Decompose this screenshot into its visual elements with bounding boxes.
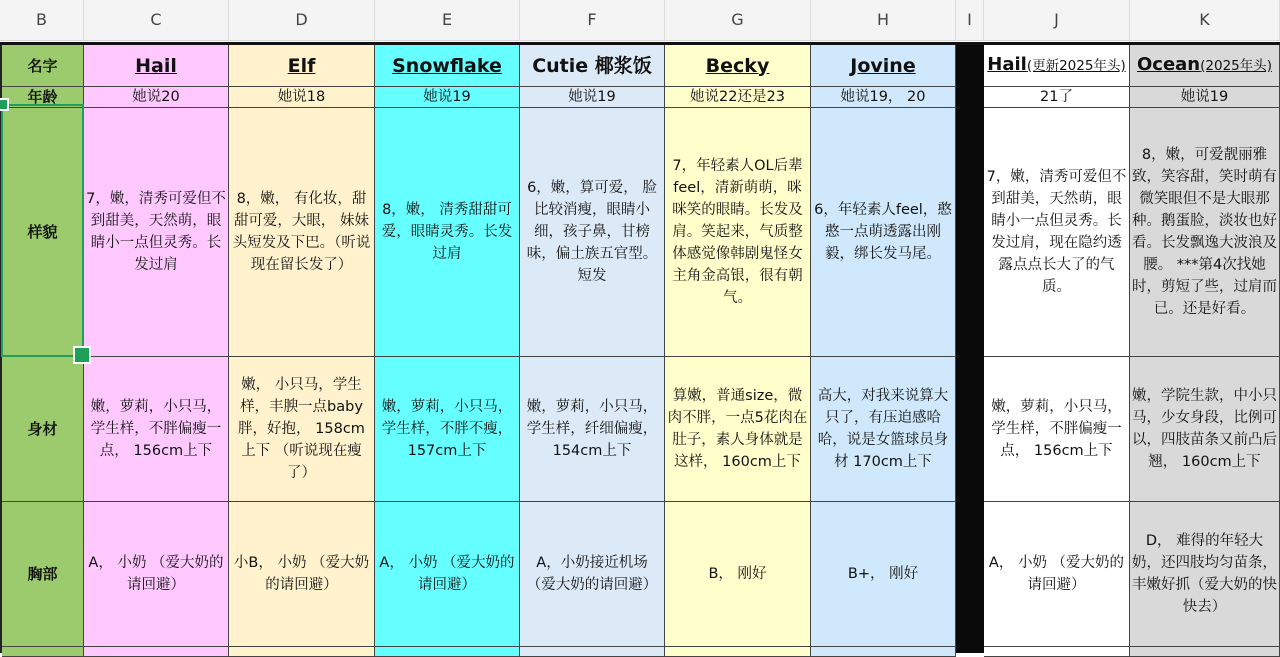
row-label-next[interactable] (2, 647, 84, 657)
age-cell-elf[interactable]: 她说18 (229, 87, 375, 108)
body-cell-jovine[interactable]: 高大，对我来说算大只了，有压迫感哈哈，说是女篮球员身材 170cm上下 (811, 357, 956, 502)
next-cell-jovine[interactable] (811, 647, 956, 657)
next-cell-hail-2025[interactable] (984, 647, 1130, 657)
chest-cell-jovine[interactable]: B+， 刚好 (811, 502, 956, 647)
looks-cell-jovine[interactable]: 6，年轻素人feel，憨憨一点萌透露出刚毅，绑长发马尾。 (811, 108, 956, 357)
looks-cell-snowflake[interactable]: 8，嫩， 清秀甜甜可爱，眼睛灵秀。长发过肩 (375, 108, 520, 357)
chest-cell-becky[interactable]: B， 刚好 (665, 502, 811, 647)
next-cell-ocean[interactable] (1130, 647, 1280, 657)
age-cell-jovine[interactable]: 她说19， 20 (811, 87, 956, 108)
row-label-looks[interactable]: 样貌 (2, 108, 84, 357)
name-cell-ocean[interactable] (1130, 45, 1280, 87)
body-cell-hail-2025[interactable]: 嫩，萝莉，小只马，学生样，不胖偏瘦一点， 156cm上下 (984, 357, 1130, 502)
chest-cell-elf[interactable]: 小B， 小奶 （爱大奶的请回避） (229, 502, 375, 647)
name-cell-hail-2025[interactable] (984, 45, 1130, 87)
age-cell-hail-2025[interactable]: 21了 (984, 87, 1130, 108)
row-label-age[interactable]: 年龄 (2, 87, 84, 108)
chest-cell-hail-2025[interactable]: A， 小奶 （爱大奶的请回避） (984, 502, 1130, 647)
column-header-c[interactable]: C (84, 0, 229, 40)
name-cell-jovine[interactable]: Jovine (811, 45, 956, 87)
column-header-j[interactable]: J (984, 0, 1130, 40)
body-cell-elf[interactable]: 嫩， 小只马，学生样，丰腴一点baby胖，好抱， 158cm上下 （听说现在瘦了） (229, 357, 375, 502)
looks-cell-becky[interactable]: 7，年轻素人OL后辈feel，清新萌萌，咪咪笑的眼睛。长发及肩。笑起来，气质整体感觉像韩剧鬼怪女主角金高银，很有朝气。 (665, 108, 811, 357)
name-cell-elf[interactable]: Elf (229, 45, 375, 87)
body-cell-becky[interactable]: 算嫩，普通size，微肉不胖，一点5花肉在肚子，素人身体就是这样， 160cm上下 (665, 357, 811, 502)
body-cell-snowflake[interactable]: 嫩，萝莉，小只马，学生样，不胖不瘦，157cm上下 (375, 357, 520, 502)
column-header-f[interactable]: F (520, 0, 665, 40)
name-cell-hail[interactable]: Hail (84, 45, 229, 87)
name-cell-cutie[interactable]: Cutie 椰浆饭 (520, 45, 665, 87)
next-cell-snowflake[interactable] (375, 647, 520, 657)
chest-cell-ocean[interactable]: D， 难得的年轻大奶，还四肢均匀苗条，丰嫩好抓（爱大奶的快快去） (1130, 502, 1280, 647)
column-header-b[interactable]: B (0, 0, 84, 40)
column-header-i[interactable]: I (956, 0, 984, 40)
column-header-g[interactable]: G (665, 0, 811, 40)
body-cell-ocean[interactable]: 嫩，学院生款，中小只马，少女身段，比例可以，四肢苗条又前凸后翘， 160cm上下 (1130, 357, 1280, 502)
name-note-hail-2025: (更新2025年头) (1026, 58, 1126, 74)
name-cell-becky[interactable]: Becky (665, 45, 811, 87)
age-cell-becky[interactable]: 她说22还是23 (665, 87, 811, 108)
column-header-h[interactable]: H (811, 0, 956, 40)
body-cell-hail[interactable]: 嫩，萝莉，小只马，学生样，不胖偏瘦一点， 156cm上下 (84, 357, 229, 502)
age-cell-snowflake[interactable]: 她说19 (375, 87, 520, 108)
next-cell-hail[interactable] (84, 647, 229, 657)
separator-column (956, 45, 984, 653)
looks-cell-hail[interactable]: 7，嫩，清秀可爱但不到甜美，天然萌，眼睛小一点但灵秀。长发过肩 (84, 108, 229, 357)
looks-cell-hail-2025[interactable]: 7，嫩，清秀可爱但不到甜美，天然萌，眼睛小一点但灵秀。长发过肩，现在隐约透露点点长大了的气质。 (984, 108, 1130, 357)
column-header-k[interactable]: K (1130, 0, 1280, 40)
row-label-body[interactable]: 身材 (2, 357, 84, 502)
looks-cell-elf[interactable]: 8，嫩， 有化妆，甜甜可爱，大眼， 妹妹头短发及下巴。（听说现在留长发了） (229, 108, 375, 357)
selection-handle-bottom-right[interactable] (73, 346, 91, 364)
chest-cell-hail[interactable]: A， 小奶 （爱大奶的请回避） (84, 502, 229, 647)
next-cell-elf[interactable] (229, 647, 375, 657)
column-header-bar (0, 0, 1280, 41)
column-header-e[interactable]: E (375, 0, 520, 40)
age-cell-cutie[interactable]: 她说19 (520, 87, 665, 108)
selection-handle-top-left[interactable] (0, 98, 9, 111)
chest-cell-cutie[interactable]: A，小奶接近机场 （爱大奶的请回避） (520, 502, 665, 647)
name-note-ocean: (2025年头) (1200, 58, 1273, 74)
name-text-hail-2025: Hail (987, 54, 1027, 75)
age-cell-hail[interactable]: 她说20 (84, 87, 229, 108)
looks-cell-cutie[interactable]: 6，嫩，算可爱， 脸比较消瘦，眼睛小细，孩子鼻，甘榜味，偏土族五官型。短发 (520, 108, 665, 357)
cell-selection-outline (1, 104, 84, 357)
age-cell-ocean[interactable]: 她说19 (1130, 87, 1280, 108)
name-cell-snowflake[interactable]: Snowflake (375, 45, 520, 87)
name-text-ocean: Ocean (1136, 54, 1201, 75)
next-cell-cutie[interactable] (520, 647, 665, 657)
looks-cell-ocean[interactable]: 8，嫩，可爱靓丽雅致，笑容甜，笑时萌有微笑眼但不是大眼那种。鹅蛋脸，淡妆也好看。长发飘逸大波浪及腰。 ***第4次找她时，剪短了些，过肩而已。还是好看。 (1130, 108, 1280, 357)
body-cell-cutie[interactable]: 嫩，萝莉，小只马，学生样，纤细偏瘦，154cm上下 (520, 357, 665, 502)
next-cell-becky[interactable] (665, 647, 811, 657)
column-header-d[interactable]: D (229, 0, 375, 40)
chest-cell-snowflake[interactable]: A， 小奶 （爱大奶的请回避） (375, 502, 520, 647)
row-label-name[interactable]: 名字 (2, 45, 84, 87)
row-label-chest[interactable]: 胸部 (2, 502, 84, 647)
